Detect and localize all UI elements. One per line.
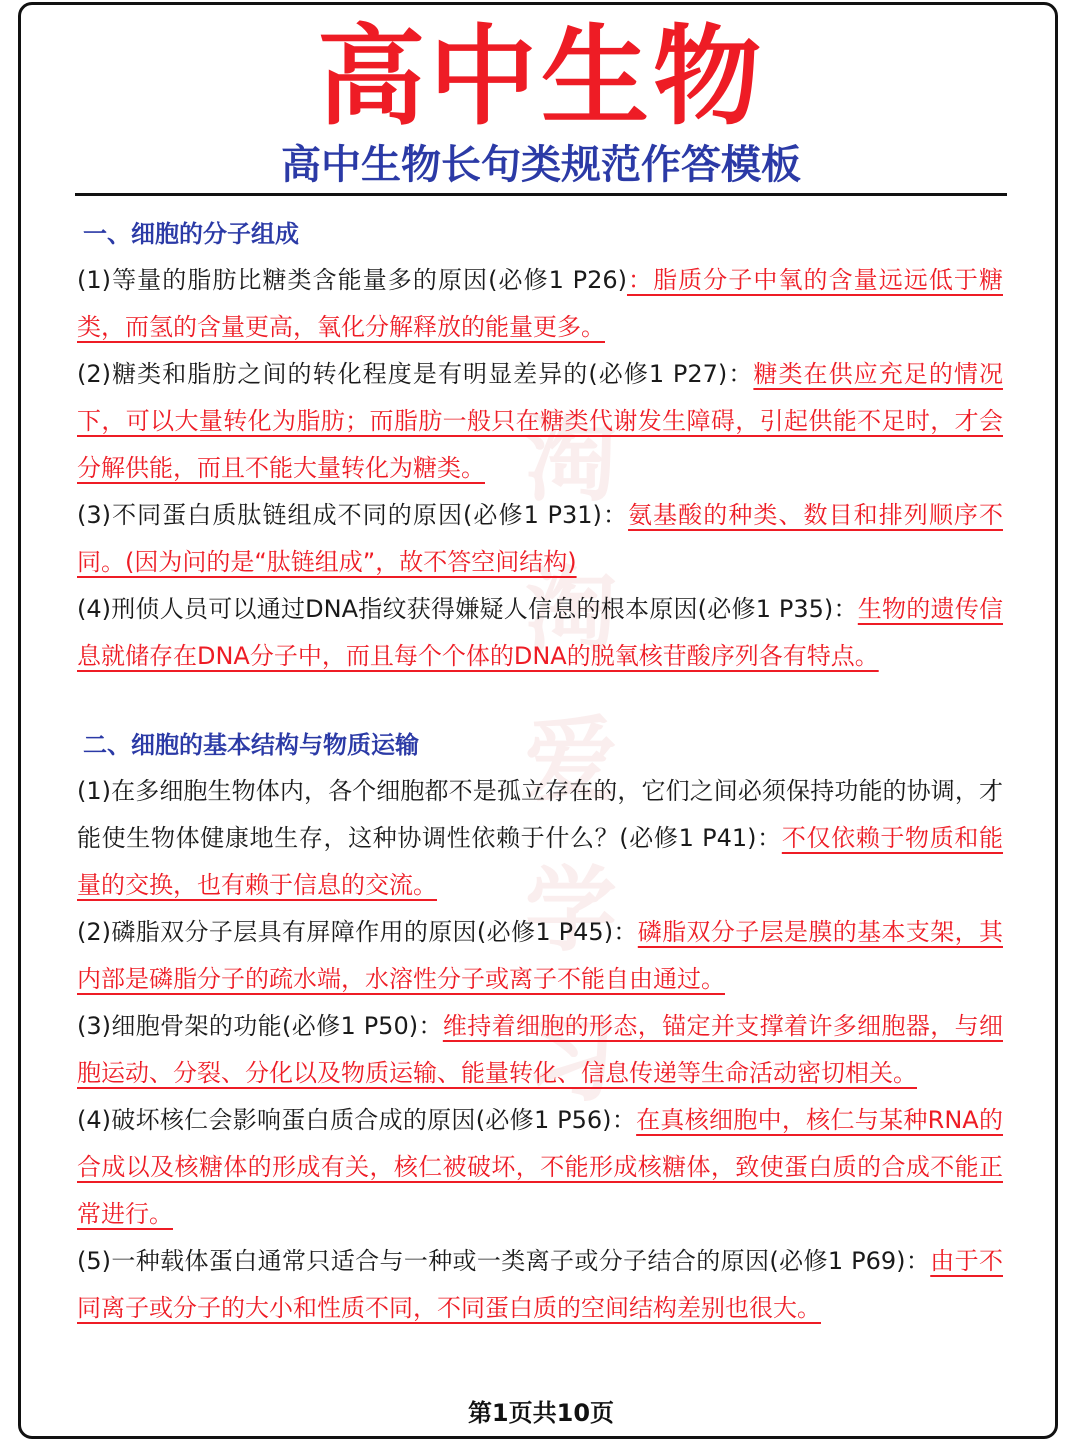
section-2 <box>77 722 1003 1332</box>
question-text: (3)不同蛋白质肽链组成不同的原因(必修1 P31)： <box>77 501 629 529</box>
question-text: (1)在多细胞生物体内，各个细胞都不是孤立存在的，它们之间必须保持功能的协调，才能使生物体健康地生存，这种协调性依赖于什么？(必修1 P41)： <box>77 777 1003 852</box>
qa-item <box>77 257 1003 351</box>
question-text: (4)刑侦人员可以通过DNA指纹获得嫌疑人信息的根本原因(必修1 P35)： <box>77 595 858 623</box>
answer-text: 糖类在供应充足的情况下，可以大量转化为脂肪；而脂肪一般只在糖类代谢发生障碍，引起供能不足时，才会分解供能，而且不能大量转化为糖类。 <box>77 360 1003 482</box>
question-text: (2)磷脂双分子层具有屏障作用的原因(必修1 P45)： <box>77 918 638 946</box>
qa-item <box>77 1238 1003 1332</box>
question-text: (3)细胞骨架的功能(必修1 P50)： <box>77 1012 443 1040</box>
question-text: (1)等量的脂肪比糖类含能量多的原因(必修1 P26) <box>77 266 627 294</box>
qa-item <box>77 909 1003 1003</box>
qa-item <box>77 492 1003 586</box>
answer-text: 在真核细胞中，核仁与某种RNA的合成以及核糖体的形成有关，核仁被破坏，不能形成核糖体，致使蛋白质的合成不能正常进行。 <box>77 1106 1004 1228</box>
answer-text: 由于不同离子或分子的大小和性质不同，不同蛋白质的空间结构差别也很大。 <box>77 1247 1003 1322</box>
section-spacer <box>77 680 1003 722</box>
page-title: 高中生物 <box>316 15 765 140</box>
section-title: 二、细胞的基本结构与物质运输 <box>83 731 419 759</box>
qa-item <box>77 1097 1003 1238</box>
document-page <box>18 2 1058 1439</box>
answer-text: ：脂质分子中氧的含量远远低于糖类，而氢的含量更高，氧化分解释放的能量更多。 <box>77 266 1003 341</box>
question-text: (4)破坏核仁会影响蛋白质合成的原因(必修1 P56)： <box>77 1106 637 1134</box>
section-1 <box>77 211 1003 680</box>
qa-item <box>77 586 1003 680</box>
content-area <box>77 211 1003 1332</box>
qa-item <box>77 1003 1003 1097</box>
answer-text: 磷脂双分子层是膜的基本支架，其内部是磷脂分子的疏水端，水溶性分子或离子不能自由通过。 <box>77 918 1003 993</box>
question-text: (2)糖类和脂肪之间的转化程度是有明显差异的(必修1 P27)： <box>77 360 754 388</box>
answer-text: 氨基酸的种类、数目和排列顺序不同。(因为问的是“肽链组成”，故不答空间结构) <box>77 501 1003 576</box>
watermark-text: 淘淘爱学习 <box>524 406 617 1114</box>
page-subtitle: 高中生物长句类规范作答模板 <box>281 142 801 188</box>
qa-item <box>77 768 1003 909</box>
section-title: 一、细胞的分子组成 <box>83 220 299 248</box>
qa-item <box>77 351 1003 492</box>
answer-text: 生物的遗传信息就储存在DNA分子中，而且每个个体的DNA的脱氧核苷酸序列各有特点。 <box>77 595 1004 670</box>
answer-text: 维持着细胞的形态，锚定并支撑着许多细胞器，与细胞运动、分裂、分化以及物质运输、能量转化、信息传递等生命活动密切相关。 <box>77 1012 1003 1087</box>
title-divider <box>75 193 1007 196</box>
page-number: 第1页共10页 <box>467 1399 615 1427</box>
question-text: (5)一种载体蛋白通常只适合与一种或一类离子或分子结合的原因(必修1 P69)： <box>77 1247 931 1275</box>
answer-text: 不仅依赖于物质和能量的交换，也有赖于信息的交流。 <box>77 824 1004 899</box>
